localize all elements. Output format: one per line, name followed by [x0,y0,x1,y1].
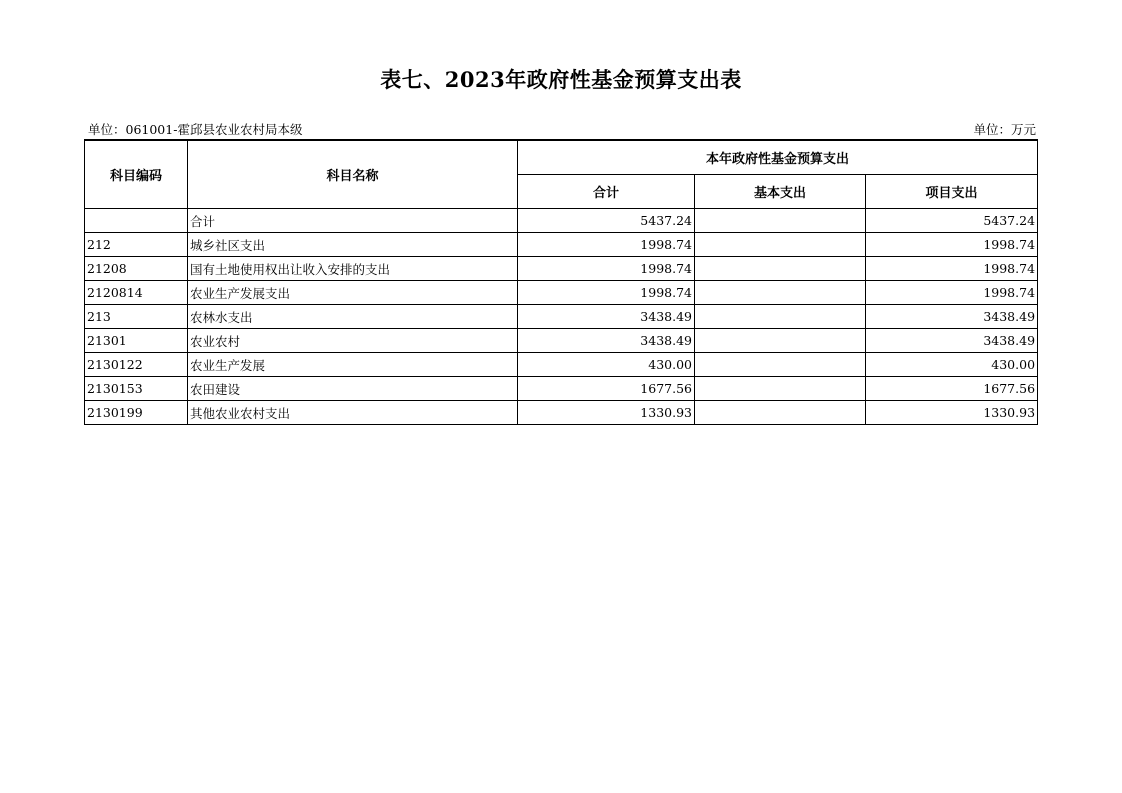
header-name: 科目名称 [188,140,518,209]
table-row [85,209,1038,233]
cell-basic [695,401,866,425]
cell-total: 5437.24 [518,209,695,233]
unit-currency: 单位：万元 [973,122,1036,137]
cell-basic [695,209,866,233]
cell-project: 430.00 [866,353,1038,377]
header-group: 本年政府性基金预算支出 [518,140,1038,175]
cell-project: 1998.74 [866,257,1038,281]
cell-code: 21301 [85,329,188,353]
cell-project: 1677.56 [866,377,1038,401]
cell-total: 1998.74 [518,233,695,257]
table-row [85,329,1038,353]
header-row [85,140,1038,175]
cell-total: 430.00 [518,353,695,377]
cell-project: 5437.24 [866,209,1038,233]
cell-basic [695,281,866,305]
table-row [85,257,1038,281]
cell-name: 其他农业农村支出 [188,401,518,425]
page-title: 表七、2023年政府性基金预算支出表 [380,67,742,92]
table-row [85,233,1038,257]
cell-name: 农林水支出 [188,305,518,329]
table-row [85,377,1038,401]
header-project: 项目支出 [866,175,1038,209]
cell-basic [695,329,866,353]
cell-basic [695,257,866,281]
cell-name: 农业生产发展 [188,353,518,377]
cell-total: 1998.74 [518,257,695,281]
budget-table [84,139,1038,425]
header-code: 科目编码 [85,140,188,209]
cell-code: 21208 [85,257,188,281]
cell-code: 213 [85,305,188,329]
cell-total: 3438.49 [518,329,695,353]
cell-basic [695,233,866,257]
header-basic: 基本支出 [695,175,866,209]
header-total: 合计 [518,175,695,209]
cell-name: 城乡社区支出 [188,233,518,257]
table-body [85,209,1038,425]
cell-project: 3438.49 [866,329,1038,353]
cell-code: 2130122 [85,353,188,377]
cell-project: 3438.49 [866,305,1038,329]
table-row [85,353,1038,377]
cell-code [85,209,188,233]
cell-total: 1677.56 [518,377,695,401]
table-row [85,281,1038,305]
cell-name: 农业生产发展支出 [188,281,518,305]
cell-basic [695,353,866,377]
cell-total: 1998.74 [518,281,695,305]
cell-name: 国有土地使用权出让收入安排的支出 [188,257,518,281]
cell-code: 2130153 [85,377,188,401]
cell-project: 1998.74 [866,281,1038,305]
cell-name: 合计 [188,209,518,233]
cell-project: 1998.74 [866,233,1038,257]
cell-code: 2130199 [85,401,188,425]
cell-name: 农业农村 [188,329,518,353]
cell-basic [695,305,866,329]
cell-basic [695,377,866,401]
cell-total: 1330.93 [518,401,695,425]
cell-name: 农田建设 [188,377,518,401]
table-row [85,401,1038,425]
cell-project: 1330.93 [866,401,1038,425]
cell-code: 212 [85,233,188,257]
table-row [85,305,1038,329]
cell-total: 3438.49 [518,305,695,329]
cell-code: 2120814 [85,281,188,305]
unit-organization: 单位：061001-霍邱县农业农村局本级 [88,122,303,137]
